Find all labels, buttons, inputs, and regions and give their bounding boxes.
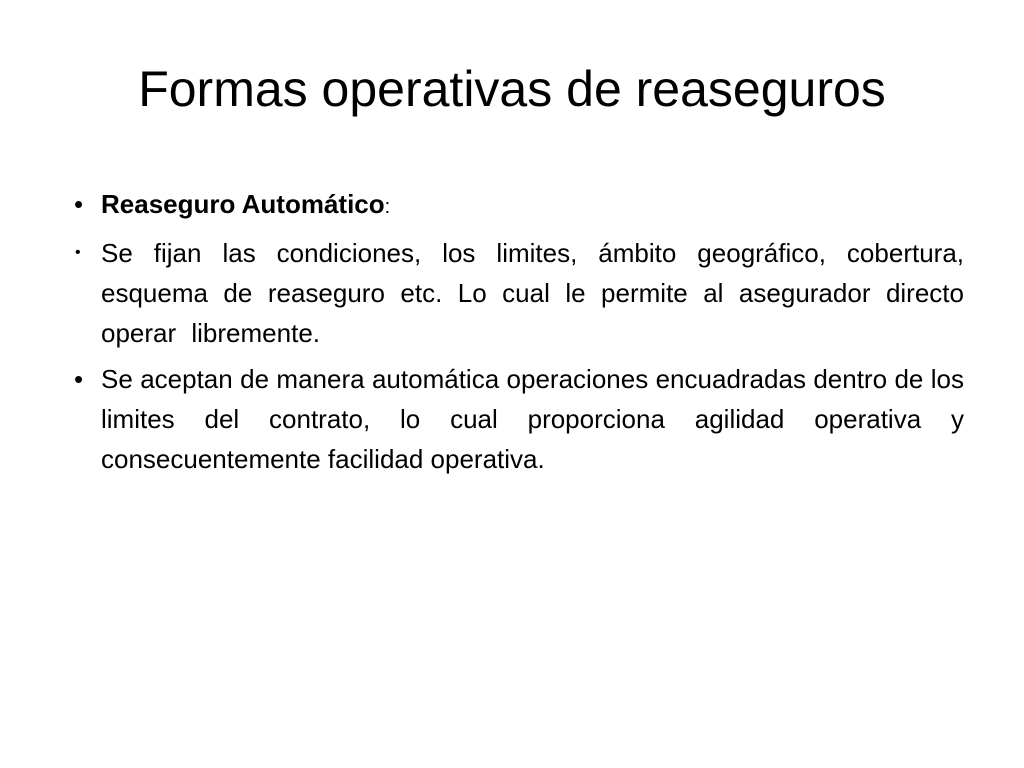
list-item-text: Se aceptan de manera automática operaciones encuadradas dentro de los limites del contrato, lo cual proporciona agilidad operativa y consecuentemente facilidad operativa. <box>101 364 964 474</box>
bullet-dot-icon: • <box>75 244 81 261</box>
list-item <box>64 233 964 353</box>
slide-title: Formas operativas de reaseguros <box>138 61 886 117</box>
list-item-heading: Reaseguro Automático <box>101 189 385 219</box>
bullet-list <box>64 184 964 485</box>
list-item <box>64 184 964 227</box>
list-item <box>64 359 964 479</box>
list-item-text: Se fijan las condiciones, los limites, ámbito geográfico, cobertura, esquema de reaseguro etc. Lo cual le permite al asegurador directo operar libremente. <box>101 238 964 348</box>
bullet-dot-icon: • <box>74 364 84 394</box>
list-item-heading-suffix: : <box>384 196 391 218</box>
bullet-dot-icon: • <box>74 189 84 219</box>
